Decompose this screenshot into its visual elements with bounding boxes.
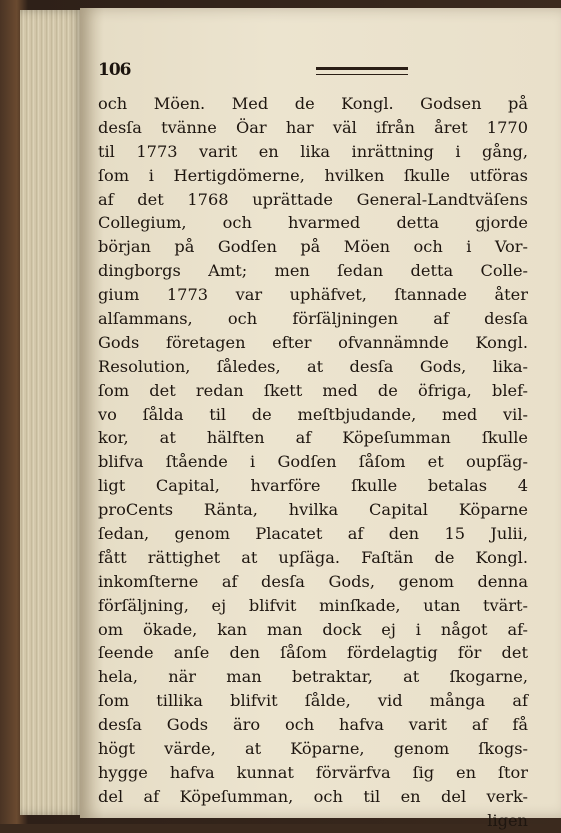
- text-line: början på Godſen på Möen och i Vor-: [98, 237, 528, 257]
- text-line: om ökade, kan man dock ej i något af-: [98, 619, 528, 639]
- text-line: gium 1773 var uphäfvet, ſtannade åter: [98, 285, 528, 305]
- text-line: ſom tillika blifvit ſålde, vid många af: [98, 691, 528, 711]
- text-line: blifva ſtående i Godſen ſåſom et oupſäg-: [98, 452, 528, 472]
- text-line: Resolution, ſåledes, at desſa Gods, lika-: [98, 356, 528, 376]
- text-line: desſa Gods äro och hafva varit af få: [98, 715, 528, 735]
- text-line: alſammans, och förſäljningen af desſa: [98, 309, 528, 329]
- text-line: hela, när man betraktar, at ſkogarne,: [98, 667, 528, 687]
- body-text: [98, 92, 528, 833]
- text-line: af det 1768 uprättade General-Landtväſens: [98, 189, 528, 209]
- text-line: kor, at hälften af Köpeſumman ſkulle: [98, 428, 528, 448]
- text-line: vo ſålda til de meſtbjudande, med vil-: [98, 404, 528, 424]
- text-line: Collegium, och hvarmed detta gjorde: [98, 213, 528, 233]
- text-line: inkomſterne af desſa Gods, genom denna: [98, 571, 528, 591]
- text-line: til 1773 varit en lika inrättning i gång,: [98, 141, 528, 161]
- text-line: hygge hafva kunnat förvärfva ſig en ſtor: [98, 762, 528, 782]
- text-line: fått rättighet at upſäga. Faſtän de Kongl.: [98, 547, 528, 567]
- stacked-page-edges: [20, 10, 84, 815]
- text-line: desſa tvänne Öar har väl ifrån året 1770: [98, 117, 528, 137]
- page-header: [98, 60, 528, 84]
- text-line: ſedan, genom Placatet af den 15 Julii,: [98, 524, 528, 544]
- catchword: ligen: [487, 810, 528, 830]
- page-number: 106: [98, 60, 131, 80]
- header-ornament-rule: [316, 67, 408, 75]
- text-line: Gods företagen efter ofvannämnde Kongl.: [98, 332, 528, 352]
- text-line: ſom i Hertigdömerne, hvilken ſkulle utföras: [98, 165, 528, 185]
- text-line: del af Köpeſumman, och til en del verk-: [98, 786, 528, 806]
- text-line: förſäljning, ej blifvit minſkade, utan tvärt-: [98, 595, 528, 615]
- text-line: proCents Ränta, hvilka Capital Köparne: [98, 500, 528, 520]
- text-line: ligt Capital, hvarföre ſkulle betalas 4: [98, 476, 528, 496]
- text-line: högt värde, at Köparne, genom ſkogs-: [98, 739, 528, 759]
- text-line: och Möen. Med de Kongl. Godsen på: [98, 94, 528, 113]
- text-line: ſeende anſe den ſåſom fördelagtig för det: [98, 643, 528, 663]
- text-line: dingborgs Amt; men ſedan detta Colle-: [98, 261, 528, 281]
- text-line: ſom det redan ſkett med de öfriga, blef-: [98, 380, 528, 400]
